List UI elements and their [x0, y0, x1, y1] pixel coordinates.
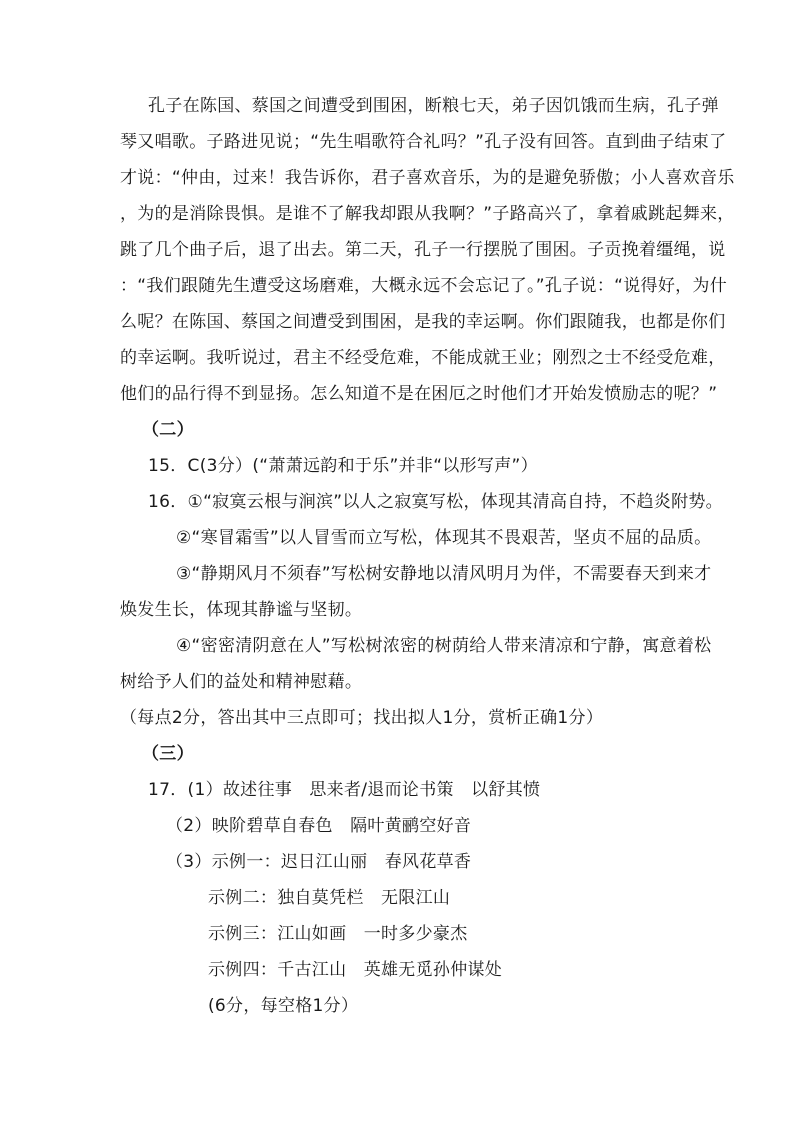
answer-16-point-3-cont: 焕发生长，体现其静谧与坚韧。	[120, 600, 363, 620]
answer-17-example-2: 示例二：独自莫凭栏 无限江山	[208, 888, 451, 908]
answer-16-point-4-cont: 树给予人们的益处和精神慰藉。	[120, 672, 363, 692]
scoring-note-16: （每点2分，答出其中三点即可；找出拟人1分，赏析正确1分）	[120, 708, 604, 728]
section-heading: （三）	[142, 744, 194, 764]
passage-line: 才说：“仲由，过来！我告诉你，君子喜欢音乐，为的是避免骄傲；小人喜欢音乐	[120, 168, 735, 188]
answer-17-item-3: （3）示例一：迟日江山丽 春风花草香	[166, 852, 472, 872]
scoring-note-17: (6分，每空格1分）	[208, 996, 359, 1016]
passage-line: 跳了几个曲子后，退了出去。第二天，孔子一行摆脱了围困。子贡挽着缰绳，说	[120, 240, 726, 260]
answer-16-point-2: ②“寒冒霜雪”以人冒雪而立写松，体现其不畏艰苦，坚贞不屈的品质。	[176, 528, 712, 548]
passage-line: ：“我们跟随先生遭受这场磨难，大概永远不会忘记了。”孔子说：“说得好，为什	[120, 276, 728, 296]
passage-line: ，为的是消除畏惧。是谁不了解我却跟从我啊？”子路高兴了，拿着戚跳起舞来，	[120, 204, 735, 224]
section-heading: （二）	[142, 420, 194, 440]
answer-15: 15．C(3分）(“萧萧远韵和于乐”并非“以形写声”）	[148, 456, 538, 476]
answer-17-example-4: 示例四：千古江山 英雄无觅孙仲谋处	[208, 960, 503, 980]
passage-line: 琴又唱歌。子路进见说；“先生唱歌符合礼吗？”孔子没有回答。直到曲子结束了	[120, 132, 727, 152]
answer-17-example-3: 示例三：江山如画 一时多少豪杰	[208, 924, 468, 944]
passage-line: 么呢？在陈国、蔡国之间遭受到围困，是我的幸运啊。你们跟随我，也都是你们	[120, 312, 726, 332]
answer-17-item-2: （2）映阶碧草自春色 隔叶黄鹂空好音	[166, 816, 472, 836]
answer-17-item-1: 17．(1）故述往事 思来者/退而论书策 以舒其愤	[148, 780, 541, 800]
passage-line: 孔子在陈国、蔡国之间遭受到围困，断粮七天，弟子因饥饿而生病，孔子弹	[148, 96, 719, 116]
answer-16-point-4: ④“密密清阴意在人”写松树浓密的树荫给人带来清凉和宁静，寓意着松	[176, 636, 712, 656]
answer-16-point-1: 16．①“寂寞云根与涧滨”以人之寂寞写松，体现其清高自持，不趋炎附势。	[148, 492, 723, 512]
answer-16-point-3: ③“静期风月不须春”写松树安静地以清风明月为伴，不需要春天到来才	[176, 564, 712, 584]
passage-line: 他们的品行得不到显扬。怎么知道不是在困厄之时他们才开始发愤励志的呢？”	[120, 384, 718, 404]
passage-line: 的幸运啊。我听说过，君主不经受危难，不能成就王业；刚烈之士不经受危难，	[120, 348, 726, 368]
